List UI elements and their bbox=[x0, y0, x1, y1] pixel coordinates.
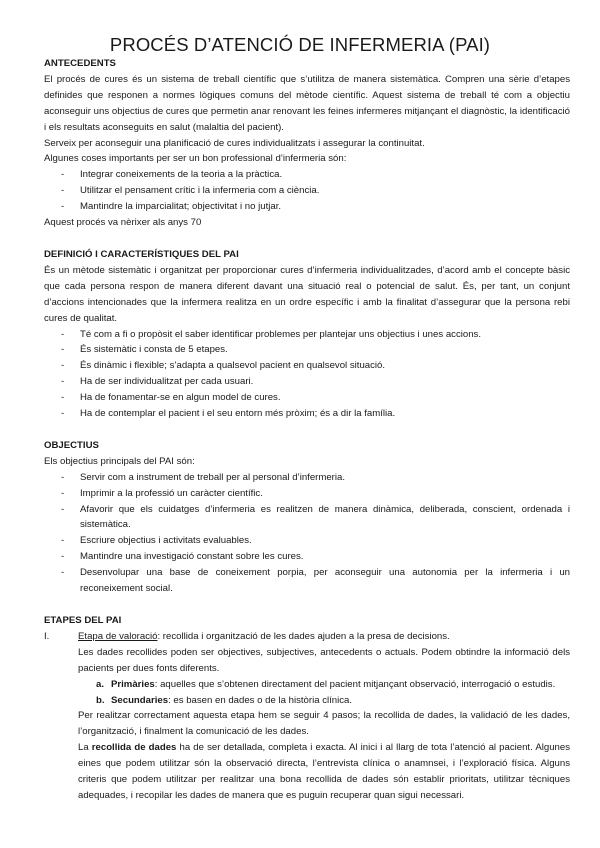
objectius-intro: Els objectius principals del PAI són: bbox=[44, 455, 195, 467]
etapa-paragraph-1: Les dades recollides poden ser objectives, subjectives, antecedents o actuals. Podem obtindre la informació dels pacients per dues fonts diferents. bbox=[78, 646, 570, 674]
etapa-title-line bbox=[78, 629, 570, 645]
antecedents-paragraph-4: Aquest procés va nèrixer als anys 70 bbox=[44, 217, 202, 229]
etapa-paragraph-3 bbox=[78, 740, 570, 804]
sub-item-label: a. bbox=[96, 678, 105, 690]
list-item: - Ha de contemplar el pacient i el seu entorn més pròxim; és a dir la família. bbox=[61, 406, 570, 422]
text-span: La bbox=[78, 742, 92, 754]
document-body bbox=[44, 56, 570, 804]
text-span: ha de ser detallada, completa i exacta. Al inici i al llarg de tota l’atenció al pacient. Algunes eines que podem utilitzar són la observació directa, l’entrevista clínica o anamnsei, i l’exploració física. Alguns criteris que podem utilitzar per realitzar una bona recollida de dades són establir prioritats, utilitzar tècniques adequades, i recopilar les dades de manera que es puguin recuperar quan sigui necessari. bbox=[78, 742, 570, 801]
sub-item-term: Secundaries bbox=[111, 694, 169, 706]
list-item: - Té com a fi o propòsit el saber identificar problemes per plantejar uns objectius i unes accions. bbox=[61, 327, 570, 343]
section-heading-definicio: DEFINICIÓ I CARACTERÍSTIQUES DEL PAI bbox=[44, 248, 239, 260]
section-heading-antecedents: ANTECEDENTS bbox=[44, 58, 116, 69]
etapa-valoracio-cont bbox=[44, 708, 570, 803]
antecedents-paragraph-3: Algunes coses importants per ser un bon professional d’infermeria són: bbox=[44, 153, 347, 165]
list-item: - Servir com a instrument de treball per al personal d’infermeria. bbox=[61, 470, 570, 486]
etapa-title-rest: : recollida i organització de les dades ajuden a la presa de decisions. bbox=[157, 630, 450, 642]
objectius-list bbox=[44, 470, 570, 597]
bold-term: recollida de dades bbox=[91, 742, 177, 754]
sub-item-label: b. bbox=[96, 694, 105, 706]
list-item: - Integrar coneixements de la teoria a la pràctica. bbox=[61, 167, 570, 183]
roman-numeral: I. bbox=[44, 630, 50, 642]
list-item: - Ha de ser individualitzat per cada usuari. bbox=[61, 374, 570, 390]
antecedents-list bbox=[44, 167, 570, 215]
antecedents-paragraph-1: El procés de cures és un sistema de treball científic que s’utilitza de manera sistemàtica. Compren una sèrie d’etapes definides que responen a normes lògiques comuns del mètode científic. Aquest sistema de treball té com a objectiu aconseguir uns objectius de cures que permetin anar renovant les feines infermeres mitjançant el diagnòstic, la identificació i els resultats aconseguits en salut (malaltia del pacient). bbox=[44, 73, 570, 133]
etapa-paragraph-2: Per realitzar correctament aquesta etapa hem se seguir 4 pasos; la recollida de dades, la validació de les dades, l’organització, i finalment la comunicació de les dades. bbox=[78, 710, 570, 738]
definicio-list bbox=[44, 327, 570, 422]
list-item: - Mantindre la imparcialitat; objectivitat i no jutjar. bbox=[61, 199, 570, 215]
sub-item-primaries bbox=[44, 677, 570, 693]
list-item: - És sistemàtic i consta de 5 etapes. bbox=[61, 342, 570, 358]
list-item: - Utilitzar el pensament crític i la infermeria com a ciència. bbox=[61, 183, 570, 199]
antecedents-paragraph-2: Serveix per aconseguir una planificació de cures individualitzats i assegurar la continuitat. bbox=[44, 137, 425, 149]
sub-item-text: : es basen en dades o de la història clínica. bbox=[168, 694, 353, 706]
section-heading-objectius: OBJECTIUS bbox=[44, 439, 99, 451]
etapa-title: Etapa de valoració bbox=[78, 630, 158, 642]
list-item: - Desenvolupar una base de coneixement porpia, per aconseguir una autonomia per la infermeria i un reconeixement social. bbox=[61, 565, 570, 597]
section-heading-etapes: ETAPES DEL PAI bbox=[44, 615, 122, 626]
list-item: - Ha de fonamentar-se en algun model de cures. bbox=[61, 390, 570, 406]
list-item: - Imprimir a la professió un caràcter científic. bbox=[61, 486, 570, 502]
definicio-paragraph: És un mètode sistemàtic i organitzat per proporcionar cures d’infermeria individualitzades, d’acord amb el concepte bàsic que cada persona respon de manera diferent davant una situació real o potencial de salut. És, per tant, un conjunt d’accions intencionades que la infermera realitza en un ordre específic i amb la finalitat d’assegurar que la persona rebi cures de qualitat. bbox=[44, 264, 570, 324]
list-item: - Escriure objectius i activitats evaluables. bbox=[61, 533, 570, 549]
list-item: - És dinàmic i flexible; s’adapta a qualsevol pacient en qualsevol situació. bbox=[61, 358, 570, 374]
list-item: - Mantindre una investigació constant sobre les cures. bbox=[61, 549, 570, 565]
sub-item-secundaries bbox=[44, 693, 570, 709]
sub-item-text: : aquelles que s’obtenen directament del pacient mitjançant observació, interrogació o estudis. bbox=[154, 678, 556, 690]
sub-item-term: Primàries bbox=[111, 678, 155, 690]
list-item: - Afavorir que els cuidatges d’infermeria es realitzen de manera dinàmica, deliberada, conscient, ordenada i sistemàtica. bbox=[61, 502, 570, 534]
etapa-valoracio bbox=[44, 629, 570, 677]
document-title: PROCÉS D’ATENCIÓ DE INFERMERIA (PAI) bbox=[109, 34, 491, 55]
